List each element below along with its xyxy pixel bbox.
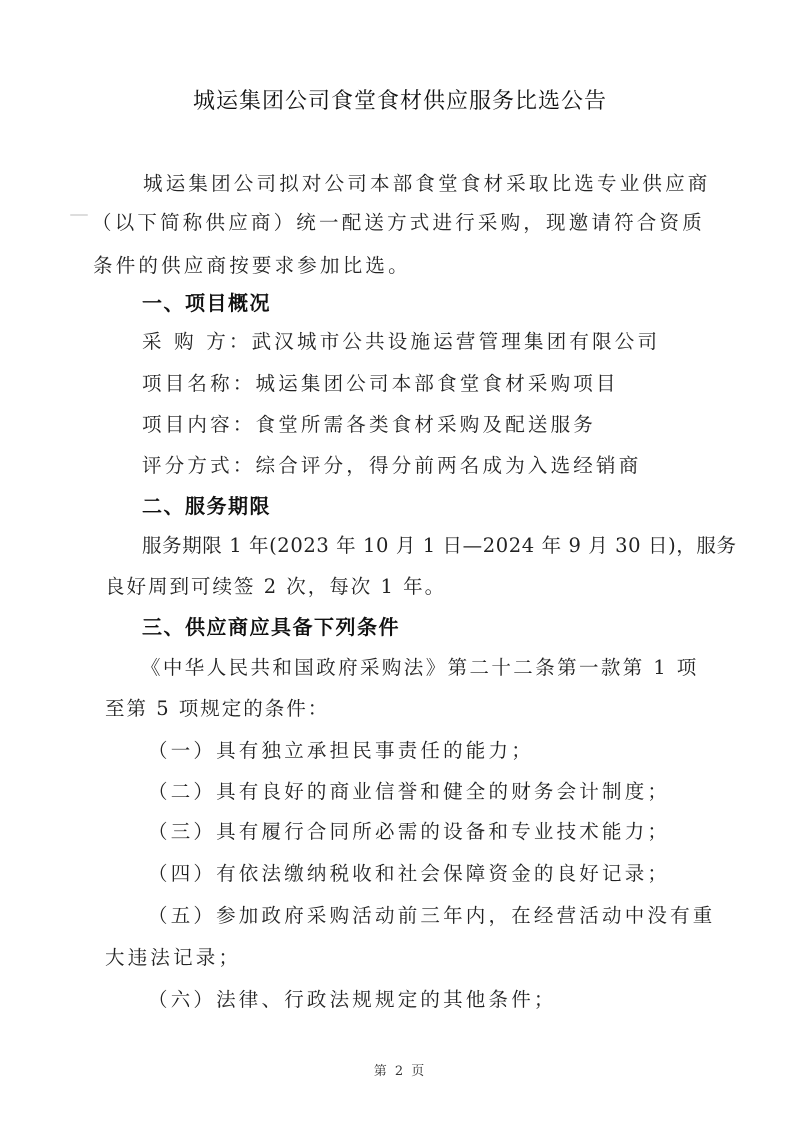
condition-item-2: （二）具有良好的商业信誉和健全的财务会计制度； xyxy=(148,780,671,803)
section-heading-3: 三、供应商应具备下列条件 xyxy=(142,615,400,639)
purchaser-line: 采 购 方：武汉城市公共设施运营管理集团有限公司 xyxy=(142,330,661,353)
law-reference-line-2: 至第 5 项规定的条件： xyxy=(105,697,330,720)
service-period-line-2: 良好周到可续签 2 次，每次 1 年。 xyxy=(105,575,447,598)
section-heading-1: 一、项目概况 xyxy=(142,291,271,315)
condition-item-3: （三）具有履行合同所必需的设备和专业技术能力； xyxy=(148,820,671,843)
document-title: 城运集团公司食堂食材供应服务比选公告 xyxy=(192,89,607,114)
intro-line-3: 条件的供应商按要求参加比选。 xyxy=(93,254,411,277)
project-name-line: 项目名称：城运集团公司本部食堂食材采购项目 xyxy=(142,372,619,395)
condition-item-1: （一）具有独立承担民事责任的能力； xyxy=(148,739,534,762)
intro-line-1: 城运集团公司拟对公司本部食堂食材采取比选专业供应商 xyxy=(143,172,711,195)
scan-artifact xyxy=(70,214,88,216)
section-heading-2: 二、服务期限 xyxy=(142,494,271,518)
project-content-line: 项目内容：食堂所需各类食材采购及配送服务 xyxy=(142,413,597,436)
scoring-method-line: 评分方式：综合评分，得分前两名成为入选经销商 xyxy=(142,454,642,477)
intro-line-2: （以下简称供应商）统一配送方式进行采购，现邀请符合资质 xyxy=(92,211,705,234)
condition-item-6: （六）法律、行政法规规定的其他条件； xyxy=(148,988,557,1011)
condition-item-4: （四）有依法缴纳税收和社会保障资金的良好记录； xyxy=(148,862,671,885)
condition-item-5: （五）参加政府采购活动前三年内，在经营活动中没有重 xyxy=(148,904,716,927)
law-reference-line-1: 《中华人民共和国政府采购法》第二十二条第一款第 1 项 xyxy=(141,656,699,679)
condition-item-5-cont: 大违法记录； xyxy=(105,946,242,969)
page-number: 第 2 页 xyxy=(373,1064,427,1079)
service-period-line-1: 服务期限 1 年(2023 年 10 月 1 日—2024 年 9 月 30 日)，服务 xyxy=(142,534,737,557)
